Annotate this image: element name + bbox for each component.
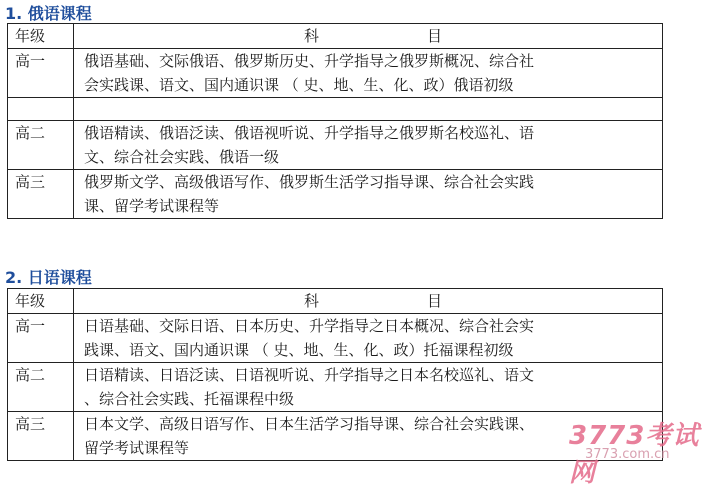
grade-header: 年级 bbox=[8, 289, 74, 314]
watermark-logo: 3773考试网 bbox=[569, 421, 700, 488]
subject-line: 留学考试课程等 bbox=[84, 439, 190, 457]
grade-header: 年级 bbox=[8, 24, 74, 49]
table-header-row bbox=[8, 24, 663, 49]
subject-header bbox=[74, 24, 663, 49]
subject-line: 日语精读、日语泛读、日语视听说、升学指导之日本名校巡礼、语文 bbox=[84, 366, 535, 384]
grade-cell: 高二 bbox=[8, 363, 74, 412]
subject-line: 文、综合社会实践、俄语一级 bbox=[84, 148, 280, 166]
table-row bbox=[8, 314, 663, 363]
grade-cell: 高三 bbox=[8, 412, 74, 461]
subject-line: 俄罗斯文学、高级俄语写作、俄罗斯生活学习指导课、综合社会实践 bbox=[84, 173, 535, 191]
grade-cell bbox=[8, 98, 74, 121]
grade-cell: 高一 bbox=[8, 49, 74, 98]
section-title-japanese: 2. 日语课程 bbox=[5, 268, 92, 287]
grade-cell: 高二 bbox=[8, 121, 74, 170]
table-header-row bbox=[8, 289, 663, 314]
subject-line: 会实践课、语文、国内通识课 （ 史、地、生、化、政）俄语初级 bbox=[84, 76, 514, 94]
subject-line: 践课、语文、国内通识课 （ 史、地、生、化、政）托福课程初级 bbox=[84, 341, 514, 359]
subject-line: 日本文学、高级日语写作、日本生活学习指导课、综合社会实践课、 bbox=[84, 415, 535, 433]
subject-header bbox=[74, 289, 663, 314]
subject-cell bbox=[74, 98, 663, 121]
site-watermark bbox=[563, 405, 713, 488]
table-row bbox=[8, 49, 663, 98]
subject-header-right: 目 bbox=[427, 27, 443, 45]
table-row bbox=[8, 170, 663, 219]
subject-cell bbox=[74, 121, 663, 170]
subject-header-right: 目 bbox=[427, 292, 443, 310]
subject-line: 俄语精读、俄语泛读、俄语视听说、升学指导之俄罗斯名校巡礼、语 bbox=[84, 124, 535, 142]
subject-cell bbox=[74, 49, 663, 98]
subject-line: 日语基础、交际日语、日本历史、升学指导之日本概况、综合社会实 bbox=[84, 317, 535, 335]
grade-cell: 高一 bbox=[8, 314, 74, 363]
table-row-empty bbox=[8, 98, 663, 121]
grade-cell: 高三 bbox=[8, 170, 74, 219]
section-title-russian: 1. 俄语课程 bbox=[5, 4, 92, 23]
subject-header-left: 科 bbox=[303, 292, 319, 310]
russian-course-table bbox=[7, 23, 663, 219]
subject-cell bbox=[74, 170, 663, 219]
subject-line: 、综合社会实践、托福课程中级 bbox=[84, 390, 295, 408]
subject-line: 课、留学考试课程等 bbox=[84, 197, 220, 215]
subject-cell bbox=[74, 314, 663, 363]
table-row bbox=[8, 121, 663, 170]
subject-header-left: 科 bbox=[303, 27, 319, 45]
watermark-url: 3773.com.cn bbox=[585, 447, 670, 462]
subject-line: 俄语基础、交际俄语、俄罗斯历史、升学指导之俄罗斯概况、综合社 bbox=[84, 52, 535, 70]
